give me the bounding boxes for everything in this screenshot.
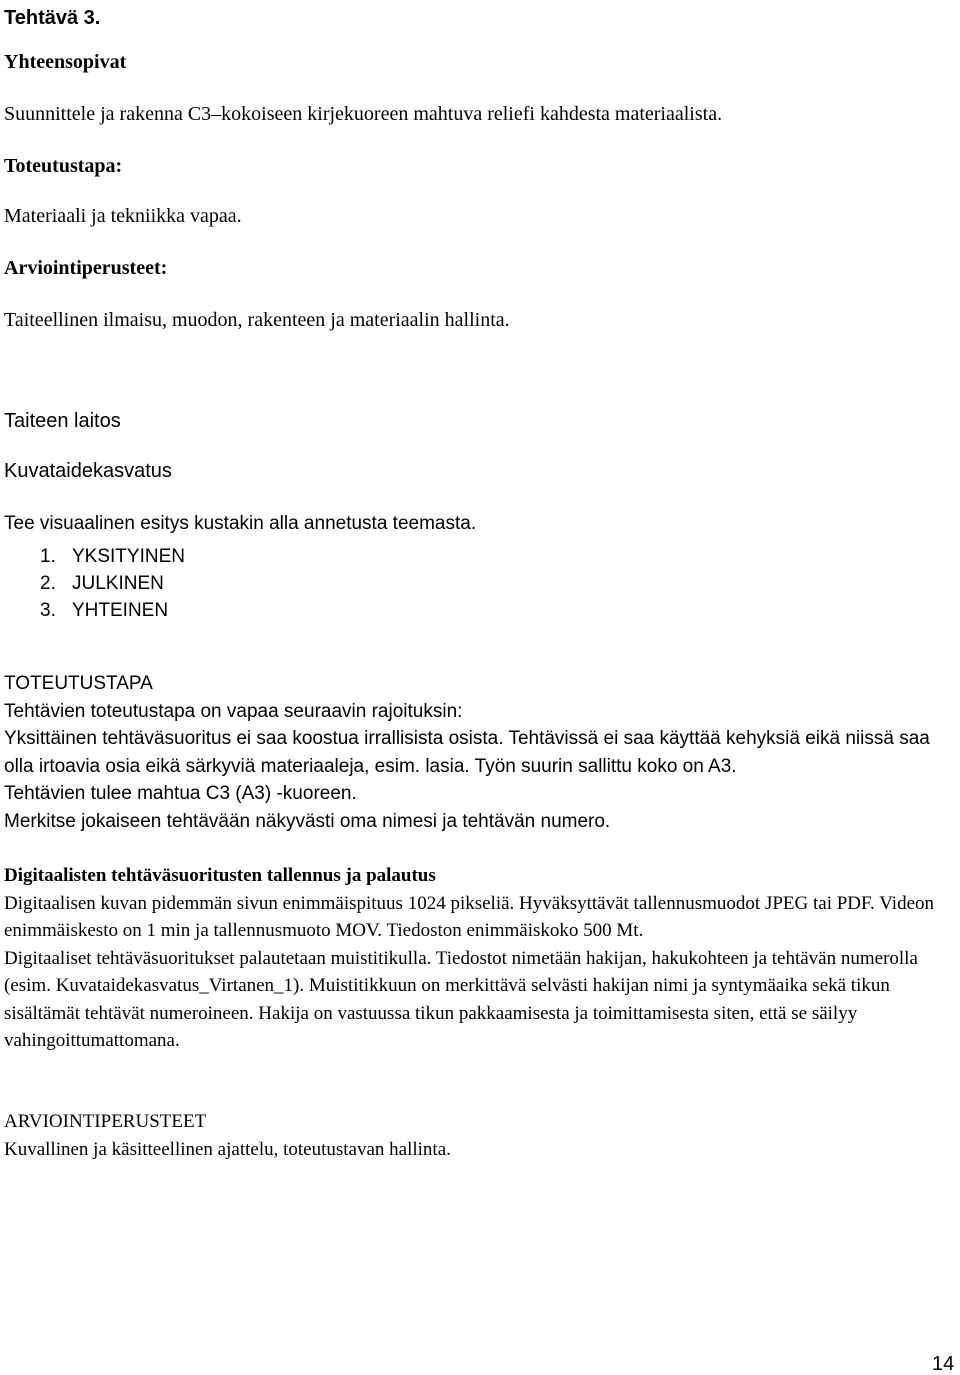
list-item [40, 543, 185, 570]
task-subtitle: Yhteensopivat [4, 51, 127, 73]
topic-label: YHTEINEN [72, 600, 169, 621]
criteria-text: Taiteellinen ilmaisu, muodon, rakenteen ja materiaalin hallinta. [4, 309, 510, 331]
list-item [40, 597, 185, 624]
assessment-heading: ARVIOINTIPERUSTEET [4, 1111, 207, 1132]
list-number: 2. [40, 573, 56, 594]
topic-label: JULKINEN [72, 573, 164, 594]
implementation-section [4, 670, 954, 835]
digital-heading: Digitaalisten tehtäväsuoritusten tallennus ja palautus [4, 865, 436, 886]
digital-paragraph: Digitaaliset tehtäväsuoritukset palautetaan muistitikulla. Tiedostot nimetään hakijan, hakukohteen ja tehtävän numerolla (esim. Kuvataidekasvatus_Virtanen_1). Muistitikkuun on merkittävä selvästi hakijan nimi ja syntymäaika sekä tikun sisältämät tehtävät numeroineen. Hakija on vastuussa tikun pakkaamisesta ja toimittamisesta siten, että se säilyy vahingoittumattomana. [4, 947, 918, 1051]
implementation-line: Tehtävien tulee mahtua C3 (A3) -kuoreen. [4, 783, 357, 804]
list-number: 3. [40, 600, 56, 621]
implementation-line: Tehtävien toteutustapa on vapaa seuraavin rajoituksin: [4, 700, 463, 722]
assessment-text: Kuvallinen ja käsitteellinen ajattelu, toteutustavan hallinta. [4, 1138, 451, 1160]
implementation-heading: TOTEUTUSTAPA [4, 673, 153, 694]
topic-label: YKSITYINEN [72, 546, 185, 567]
list-number: 1. [40, 546, 56, 567]
department-name: Taiteen laitos [4, 410, 121, 432]
method-heading: Toteutustapa: [4, 155, 123, 177]
method-text: Materiaali ja tekniikka vapaa. [4, 205, 242, 227]
list-item [40, 570, 185, 597]
digital-paragraph: Digitaalisen kuvan pidemmän sivun enimmäispituus 1024 pikseliä. Hyväksyttävät tallennusmuodot JPEG tai PDF. Videon enimmäiskesto on 1 min ja tallennusmuoto MOV. Tiedoston enimmäiskoko 500 Mt. [4, 892, 935, 941]
program-name: Kuvataidekasvatus [4, 460, 172, 482]
task-description: Suunnittele ja rakenna C3–kokoiseen kirjekuoreen mahtuva reliefi kahdesta materiaalista. [4, 103, 723, 125]
topic-list [40, 543, 185, 624]
assessment-section [4, 1108, 954, 1163]
task-title: Tehtävä 3. [4, 7, 101, 29]
page-number: 14 [932, 1353, 955, 1375]
implementation-line: Merkitse jokaiseen tehtävään näkyvästi oma nimesi ja tehtävän numero. [4, 810, 611, 832]
criteria-heading: Arviointiperusteet: [4, 257, 168, 279]
instruction-text: Tee visuaalinen esitys kustakin alla annetusta teemasta. [4, 513, 477, 534]
implementation-line: Yksittäinen tehtäväsuoritus ei saa koostua irrallisista osista. Tehtävissä ei saa käyttää kehyksiä eikä niissä saa olla irtoavia osia eikä särkyviä materiaaleja, esim. lasia. Työn suurin sallittu koko on A3. [4, 728, 930, 777]
digital-section [4, 862, 954, 1055]
